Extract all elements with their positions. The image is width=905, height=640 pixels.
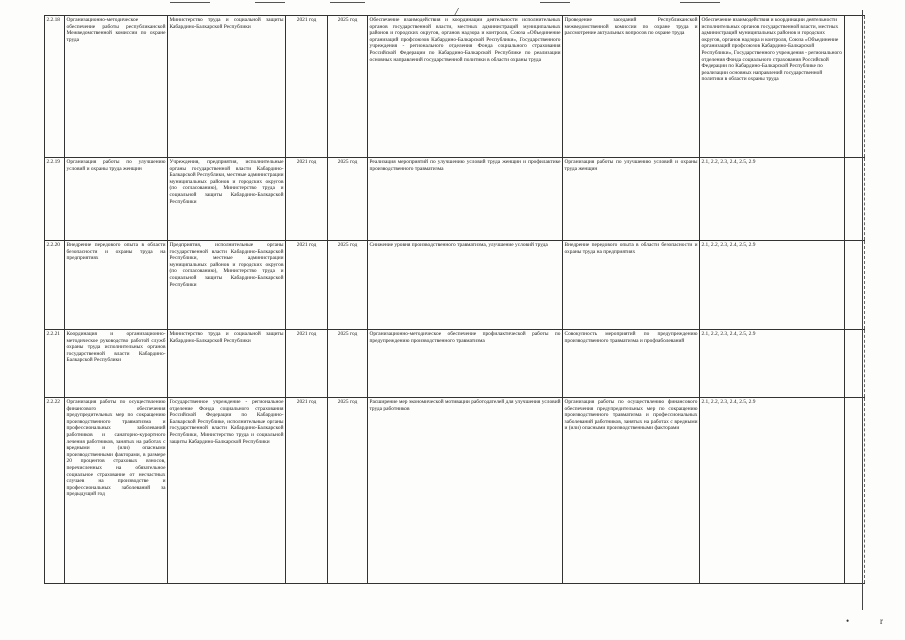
non-implementation-consequence-cell: Организация работы по осуществлению финансового обеспечения предупредительных мер по сокращению производственного травматизма и профессиональных заболеваний работников, занятых на работах с вредными и (или) опасными производственными факторами — [563, 398, 700, 584]
scan-artifact-line — [255, 2, 285, 3]
table-row — [45, 241, 865, 330]
scan-artifact-line — [680, 2, 720, 3]
start-date-cell: 2021 год — [286, 16, 328, 158]
table-row — [45, 16, 865, 158]
related-indicators-cell: 2.1, 2.2, 2.3, 2.4, 2.5, 2.9 — [700, 398, 845, 584]
activities-table — [44, 15, 865, 584]
related-indicators-cell: 2.1, 2.2, 2.3, 2.4, 2.5, 2.9 — [700, 158, 845, 241]
related-indicators-cell: Обеспечение взаимодействия и координации деятельности исполнительных органов государственной власти, местных администраций муниципальных районов и городских округов, органов надзора и контроля, Союза «Объединение организаций профсоюзов Кабардино-Балкарской Республики», Государственного учреждения - регионального отделения Фонда социального страхования Российской Федерации по Кабардино-Балкарской Республике по реализации основных направлений государственной политики в области охраны труда — [700, 16, 845, 158]
start-date-cell: 2021 год — [286, 398, 328, 584]
table-row — [45, 398, 865, 584]
related-indicators-cell: 2.1, 2.2, 2.3, 2.4, 2.5, 2.9 — [700, 330, 845, 398]
table-body — [45, 16, 865, 584]
table-row — [45, 158, 865, 241]
expected-result-cell: Расширение мер экономической мотивации работодателей для улучшения условий труда работников — [368, 398, 563, 584]
responsible-executor-cell: Министерство труда и социальной защиты Кабардино-Балкарской Республики — [168, 330, 286, 398]
responsible-executor-cell: Министерство труда и социальной защиты Кабардино-Балкарской Республики — [168, 16, 286, 158]
row-number-cell: 2.2.21 — [45, 330, 65, 398]
responsible-executor-cell: Учреждения, предприятия, исполнительные органы государственной власти Кабардино-Балкарской Республики, местные администрации муниципальных районов и городских округов (по согласованию), Министерство труда и социальной защиты Кабардино-Балкарской Республики — [168, 158, 286, 241]
activity-name-cell: Организация работы по улучшению условий и охраны труда женщин — [65, 158, 168, 241]
row-number-cell: 2.2.19 — [45, 158, 65, 241]
expected-result-cell: Организационно-методическое обеспечение профилактической работы по предупреждению производственного травматизма — [368, 330, 563, 398]
activity-name-cell: Организация работы по осуществлению финансового обеспечения предупредительных мер по сокращению производственного травматизма и профессиональных заболеваний работников и санаторно-курортного лечения работников, занятых на работах с вредными и (или) опасными производственными факторами, в размере 20 процентов страховых взносов, перечисленных на обязательное социальное страхование от несчастных случаев на производстве и профессиональных заболеваний за предыдущий год — [65, 398, 168, 584]
responsible-executor-cell: Государственное учреждение - региональное отделение Фонда социального страхования Российской Федерации по Кабардино-Балкарской Республике, исполнительные органы государственной власти Кабардино-Балкарской Республики, Министерство труда и социальной защиты Кабардино-Балкарской Республики — [168, 398, 286, 584]
responsible-executor-cell: Предприятия, исполнительные органы государственной власти Кабардино-Балкарской Республики, местные администрации муниципальных районов и городских округов (по согласованию), Министерство труда и социальной защиты Кабардино-Балкарской Республики — [168, 241, 286, 330]
activity-name-cell: Внедрение передового опыта в области безопасности и охраны труда на предприятиях — [65, 241, 168, 330]
scan-artifact-line — [170, 2, 210, 3]
non-implementation-consequence-cell: Проведение заседаний Республиканской межведомственной комиссии по охране труда и рассмотрение актуальных вопросов по охране труда — [563, 16, 700, 158]
end-date-cell: 2025 год — [328, 241, 368, 330]
bottom-right-mark: r — [880, 616, 883, 626]
non-implementation-consequence-cell: Внедрение передового опыта в области безопасности и охраны труда на предприятиях — [563, 241, 700, 330]
row-number-cell: 2.2.22 — [45, 398, 65, 584]
top-mark: / — [455, 6, 459, 18]
end-date-cell: 2025 год — [328, 158, 368, 241]
expected-result-cell: Снижение уровня производственного травматизма, улучшение условий труда — [368, 241, 563, 330]
related-indicators-cell: 2.1, 2.2, 2.3, 2.4, 2.5, 2.9 — [700, 241, 845, 330]
end-date-cell: 2025 год — [328, 330, 368, 398]
expected-result-cell: Обеспечение взаимодействия и координации деятельности исполнительных органов государственной власти, местных администраций муниципальных районов и городских округов, органов надзора и контроля, Союза «Объединение организаций профсоюзов Кабардино-Балкарской Республики», Государственного учреждения - регионального отделения Фонда социального страхования Российской Федерации по Кабардино-Балкарской Республике по реализации основных направлений государственной политики в области охраны труда — [368, 16, 563, 158]
start-date-cell: 2021 год — [286, 330, 328, 398]
non-implementation-consequence-cell: Организация работы по улучшению условий и охраны труда женщин — [563, 158, 700, 241]
row-number-cell: 2.2.18 — [45, 16, 65, 158]
end-date-cell: 2025 год — [328, 16, 368, 158]
start-date-cell: 2021 год — [286, 241, 328, 330]
activity-name-cell: Организационно-методическое обеспечение работы республиканской Межведомственной комиссии по охране труда — [65, 16, 168, 158]
scan-edge-line — [862, 10, 863, 610]
end-date-cell: 2025 год — [328, 398, 368, 584]
bottom-right-mark: • — [846, 616, 850, 626]
non-implementation-consequence-cell: Совокупность мероприятий по предупреждению производственного травматизма и профзаболеваний — [563, 330, 700, 398]
scan-artifact-line — [540, 2, 570, 3]
table-row — [45, 330, 865, 398]
scan-artifact-line — [330, 2, 365, 3]
start-date-cell: 2021 год — [286, 158, 328, 241]
activity-name-cell: Координация и организационно-методическое руководство работой служб охраны труда исполнительных органов государственной власти Кабардино-Балкарской Республики — [65, 330, 168, 398]
expected-result-cell: Реализация мероприятий по улучшению условий труда женщин и профилактике производственного травматизма — [368, 158, 563, 241]
row-number-cell: 2.2.20 — [45, 241, 65, 330]
